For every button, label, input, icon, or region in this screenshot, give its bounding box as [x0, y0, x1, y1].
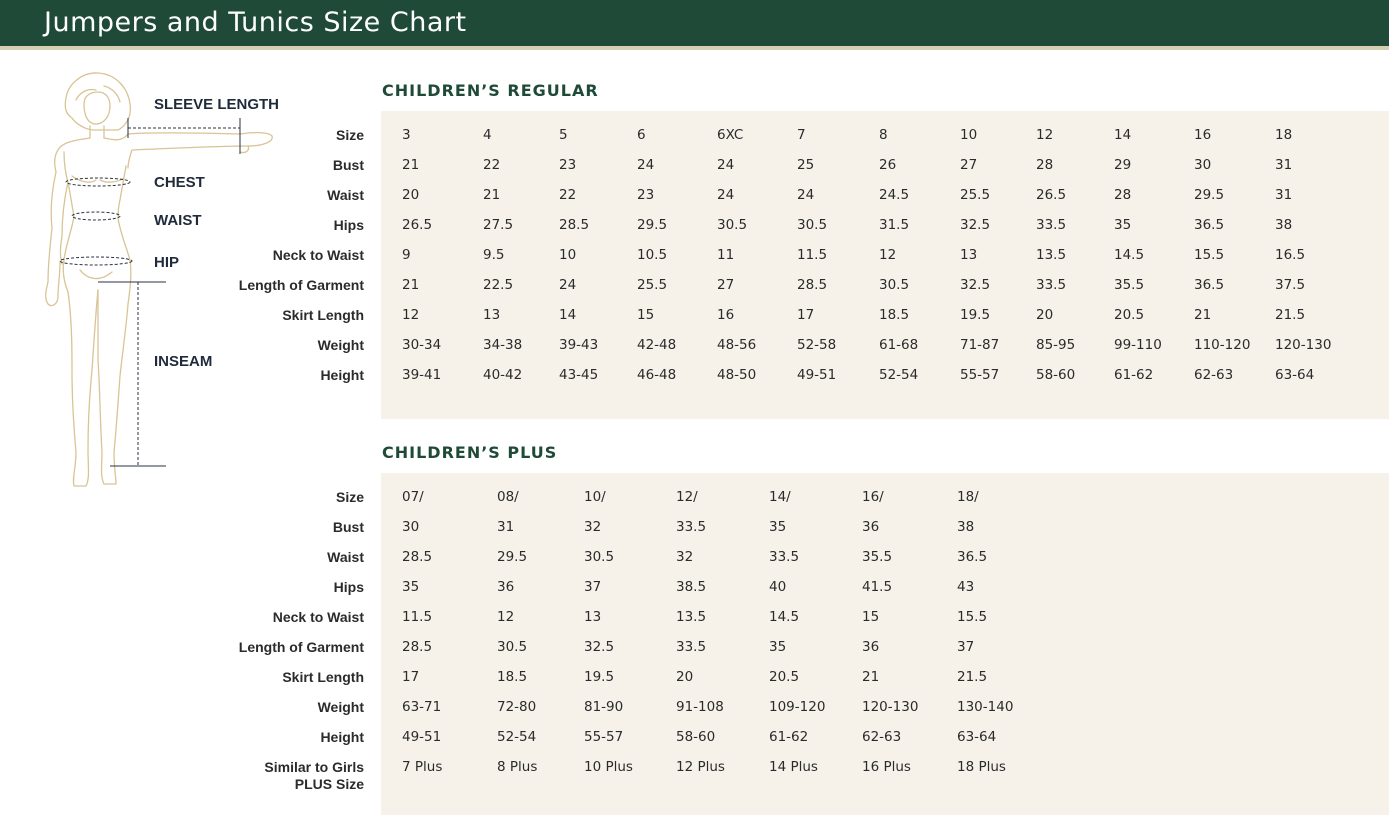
regular-cell: 30: [1194, 157, 1212, 173]
inseam-label: INSEAM: [154, 353, 213, 370]
regular-cell: 24: [797, 187, 815, 203]
plus-cell: 10 Plus: [584, 759, 633, 775]
regular-cell: 58-60: [1036, 367, 1076, 383]
regular-cell: 33.5: [1036, 217, 1067, 233]
plus-cell: 52-54: [497, 729, 537, 745]
regular-cell: 18: [1275, 127, 1293, 143]
regular-cell: 31: [1275, 187, 1293, 203]
plus-cell: 120-130: [862, 699, 919, 715]
regular-cell: 30.5: [797, 217, 828, 233]
regular-cell: 14: [559, 307, 577, 323]
plus-cell: 20: [676, 669, 694, 685]
plus-cell: 08/: [497, 489, 519, 505]
regular-row-label-size: Size: [335, 127, 364, 143]
plus-cell: 35: [769, 519, 787, 535]
plus-cell: 58-60: [676, 729, 716, 745]
regular-cell: 27: [960, 157, 978, 173]
regular-cell: 48-56: [717, 337, 757, 353]
regular-cell: 34-38: [483, 337, 523, 353]
regular-cell: 110-120: [1194, 337, 1251, 353]
regular-cell: 13.5: [1036, 247, 1067, 263]
regular-cell: 28: [1114, 187, 1132, 203]
regular-cell: 11.5: [797, 247, 828, 263]
regular-cell: 38: [1275, 217, 1293, 233]
regular-cell: 28.5: [559, 217, 590, 233]
plus-cell: 37: [584, 579, 602, 595]
page-title: Jumpers and Tunics Size Chart: [44, 7, 467, 38]
plus-cell: 18.5: [497, 669, 528, 685]
regular-cell: 61-62: [1114, 367, 1154, 383]
plus-cell: 18 Plus: [957, 759, 1006, 775]
regular-cell: 85-95: [1036, 337, 1076, 353]
regular-cell: 36.5: [1194, 217, 1225, 233]
plus-cell: 130-140: [957, 699, 1014, 715]
regular-cell: 29.5: [1194, 187, 1225, 203]
plus-cell: 13: [584, 609, 602, 625]
plus-cell: 36.5: [957, 549, 988, 565]
regular-cell: 71-87: [960, 337, 1000, 353]
regular-cell: 10.5: [637, 247, 668, 263]
regular-cell: 22.5: [483, 277, 514, 293]
regular-cell: 30.5: [879, 277, 910, 293]
regular-cell: 25.5: [960, 187, 991, 203]
plus-cell: 109-120: [769, 699, 826, 715]
regular-cell: 49-51: [797, 367, 837, 383]
plus-cell: 63-64: [957, 729, 997, 745]
regular-cell: 48-50: [717, 367, 757, 383]
regular-row-label-length-of-garment: Length of Garment: [238, 277, 364, 293]
plus-cell: 30: [402, 519, 420, 535]
plus-cell: 21.5: [957, 669, 988, 685]
regular-cell: 28: [1036, 157, 1054, 173]
regular-cell: 24: [717, 187, 735, 203]
regular-cell: 29.5: [637, 217, 668, 233]
plus-cell: 7 Plus: [402, 759, 443, 775]
regular-cell: 18.5: [879, 307, 910, 323]
plus-row-label-length-of-garment: Length of Garment: [238, 639, 364, 655]
regular-cell: 17: [797, 307, 815, 323]
regular-cell: 14: [1114, 127, 1132, 143]
regular-cell: 33.5: [1036, 277, 1067, 293]
regular-cell: 120-130: [1275, 337, 1332, 353]
regular-cell: 24: [717, 157, 735, 173]
plus-row-label-waist: Waist: [327, 549, 364, 565]
regular-cell: 39-43: [559, 337, 599, 353]
plus-cell: 35: [769, 639, 787, 655]
regular-cell: 5: [559, 127, 568, 143]
plus-cell: 11.5: [402, 609, 433, 625]
regular-cell: 26.5: [1036, 187, 1067, 203]
plus-cell: 81-90: [584, 699, 624, 715]
regular-cell: 16: [717, 307, 735, 323]
regular-cell: 6XC: [717, 127, 744, 143]
plus-cell: 21: [862, 669, 880, 685]
chest-label: CHEST: [154, 174, 205, 191]
regular-row-label-hips: Hips: [333, 217, 364, 233]
plus-cell: 33.5: [769, 549, 800, 565]
plus-cell: 28.5: [402, 639, 433, 655]
regular-cell: 52-54: [879, 367, 919, 383]
plus-cell: 14/: [769, 489, 791, 505]
plus-cell: 14 Plus: [769, 759, 818, 775]
regular-cell: 22: [559, 187, 577, 203]
regular-cell: 39-41: [402, 367, 442, 383]
plus-cell: 13.5: [676, 609, 707, 625]
regular-cell: 15.5: [1194, 247, 1225, 263]
regular-cell: 16.5: [1275, 247, 1306, 263]
plus-cell: 12: [497, 609, 515, 625]
regular-cell: 20: [402, 187, 420, 203]
regular-cell: 43-45: [559, 367, 599, 383]
regular-row-label-height: Height: [320, 367, 364, 383]
plus-cell: 29.5: [497, 549, 528, 565]
regular-cell: 12: [1036, 127, 1054, 143]
regular-cell: 21: [402, 277, 420, 293]
regular-cell: 20.5: [1114, 307, 1145, 323]
plus-cell: 28.5: [402, 549, 433, 565]
plus-cell: 38.5: [676, 579, 707, 595]
regular-cell: 24: [637, 157, 655, 173]
plus-cell: 32: [676, 549, 694, 565]
regular-cell: 42-48: [637, 337, 677, 353]
plus-row-label-skirt-length: Skirt Length: [282, 669, 364, 685]
regular-row-label-bust: Bust: [332, 157, 364, 173]
regular-cell: 40-42: [483, 367, 523, 383]
plus-cell: 35: [402, 579, 420, 595]
plus-cell: 17: [402, 669, 420, 685]
plus-section-title: CHILDREN’S PLUS: [382, 443, 558, 462]
regular-cell: 52-58: [797, 337, 837, 353]
regular-cell: 23: [559, 157, 577, 173]
regular-cell: 63-64: [1275, 367, 1315, 383]
plus-cell: 18/: [957, 489, 979, 505]
regular-cell: 25: [797, 157, 815, 173]
regular-cell: 21: [483, 187, 501, 203]
hip-label: HIP: [154, 254, 180, 271]
plus-cell: 36: [497, 579, 515, 595]
regular-cell: 32.5: [960, 217, 991, 233]
regular-cell: 24.5: [879, 187, 910, 203]
regular-cell: 32.5: [960, 277, 991, 293]
plus-cell: 63-71: [402, 699, 442, 715]
waist-label: WAIST: [154, 212, 202, 229]
plus-cell: 15: [862, 609, 880, 625]
regular-cell: 12: [402, 307, 420, 323]
plus-cell: 62-63: [862, 729, 902, 745]
regular-cell: 7: [797, 127, 806, 143]
regular-row-label-neck-to-waist: Neck to Waist: [272, 247, 364, 263]
plus-cell: 61-62: [769, 729, 809, 745]
regular-cell: 16: [1194, 127, 1212, 143]
regular-cell: 21: [402, 157, 420, 173]
regular-cell: 4: [483, 127, 492, 143]
regular-cell: 15: [637, 307, 655, 323]
regular-cell: 31: [1275, 157, 1293, 173]
plus-cell: 15.5: [957, 609, 988, 625]
plus-cell: 91-108: [676, 699, 724, 715]
plus-cell: 32.5: [584, 639, 615, 655]
regular-cell: 14.5: [1114, 247, 1145, 263]
plus-cell: 30.5: [584, 549, 615, 565]
plus-cell: 36: [862, 639, 880, 655]
regular-cell: 21.5: [1275, 307, 1306, 323]
regular-cell: 61-68: [879, 337, 919, 353]
regular-cell: 25.5: [637, 277, 668, 293]
plus-row-label-bust: Bust: [332, 519, 364, 535]
regular-cell: 8: [879, 127, 888, 143]
regular-cell: 28.5: [797, 277, 828, 293]
plus-cell: 35.5: [862, 549, 893, 565]
regular-cell: 31.5: [879, 217, 910, 233]
regular-cell: 24: [559, 277, 577, 293]
regular-cell: 13: [960, 247, 978, 263]
plus-row-label-hips: Hips: [333, 579, 364, 595]
plus-cell: 10/: [584, 489, 606, 505]
regular-section-title: CHILDREN’S REGULAR: [382, 81, 599, 100]
plus-row-label-weight: Weight: [317, 699, 364, 715]
header-divider: [0, 46, 1389, 50]
regular-row-label-skirt-length: Skirt Length: [282, 307, 364, 323]
plus-cell: 72-80: [497, 699, 537, 715]
regular-cell: 9.5: [483, 247, 505, 263]
plus-cell: 32: [584, 519, 602, 535]
regular-cell: 20: [1036, 307, 1054, 323]
plus-cell: 16/: [862, 489, 884, 505]
plus-row-label-size: Size: [335, 489, 364, 505]
plus-cell: 12/: [676, 489, 698, 505]
regular-cell: 55-57: [960, 367, 1000, 383]
regular-cell: 30.5: [717, 217, 748, 233]
regular-row-label-waist: Waist: [327, 187, 364, 203]
regular-cell: 26.5: [402, 217, 433, 233]
plus-cell: 43: [957, 579, 975, 595]
plus-cell: 14.5: [769, 609, 800, 625]
regular-cell: 27: [717, 277, 735, 293]
regular-cell: 3: [402, 127, 411, 143]
regular-cell: 10: [960, 127, 978, 143]
regular-cell: 12: [879, 247, 897, 263]
regular-cell: 99-110: [1114, 337, 1162, 353]
regular-cell: 35.5: [1114, 277, 1145, 293]
plus-cell: 37: [957, 639, 975, 655]
regular-cell: 13: [483, 307, 501, 323]
plus-cell: 33.5: [676, 639, 707, 655]
regular-cell: 21: [1194, 307, 1212, 323]
plus-cell: 30.5: [497, 639, 528, 655]
plus-cell: 8 Plus: [497, 759, 538, 775]
regular-cell: 27.5: [483, 217, 514, 233]
regular-cell: 10: [559, 247, 577, 263]
regular-cell: 11: [717, 247, 735, 263]
plus-cell: 20.5: [769, 669, 800, 685]
plus-cell: 40: [769, 579, 787, 595]
regular-cell: 35: [1114, 217, 1132, 233]
regular-cell: 30-34: [402, 337, 442, 353]
regular-row-label-weight: Weight: [317, 337, 364, 353]
plus-cell: 41.5: [862, 579, 893, 595]
plus-cell: 55-57: [584, 729, 624, 745]
plus-cell: 19.5: [584, 669, 615, 685]
plus-row-label-height: Height: [320, 729, 364, 745]
plus-cell: 33.5: [676, 519, 707, 535]
sleeve-length-label: SLEEVE LENGTH: [154, 96, 280, 113]
plus-cell: 07/: [402, 489, 424, 505]
regular-cell: 19.5: [960, 307, 991, 323]
plus-row-label-similar-to-girls-plus-size: Similar to Girls PLUS Size: [264, 759, 364, 792]
regular-cell: 9: [402, 247, 411, 263]
plus-row-label-neck-to-waist: Neck to Waist: [272, 609, 364, 625]
regular-cell: 23: [637, 187, 655, 203]
regular-cell: 6: [637, 127, 646, 143]
regular-cell: 29: [1114, 157, 1132, 173]
regular-cell: 22: [483, 157, 501, 173]
regular-cell: 36.5: [1194, 277, 1225, 293]
plus-cell: 49-51: [402, 729, 442, 745]
plus-cell: 16 Plus: [862, 759, 911, 775]
plus-cell: 12 Plus: [676, 759, 725, 775]
regular-cell: 26: [879, 157, 897, 173]
plus-cell: 31: [497, 519, 515, 535]
regular-cell: 46-48: [637, 367, 677, 383]
plus-cell: 38: [957, 519, 975, 535]
regular-cell: 62-63: [1194, 367, 1234, 383]
regular-cell: 37.5: [1275, 277, 1306, 293]
plus-cell: 36: [862, 519, 880, 535]
